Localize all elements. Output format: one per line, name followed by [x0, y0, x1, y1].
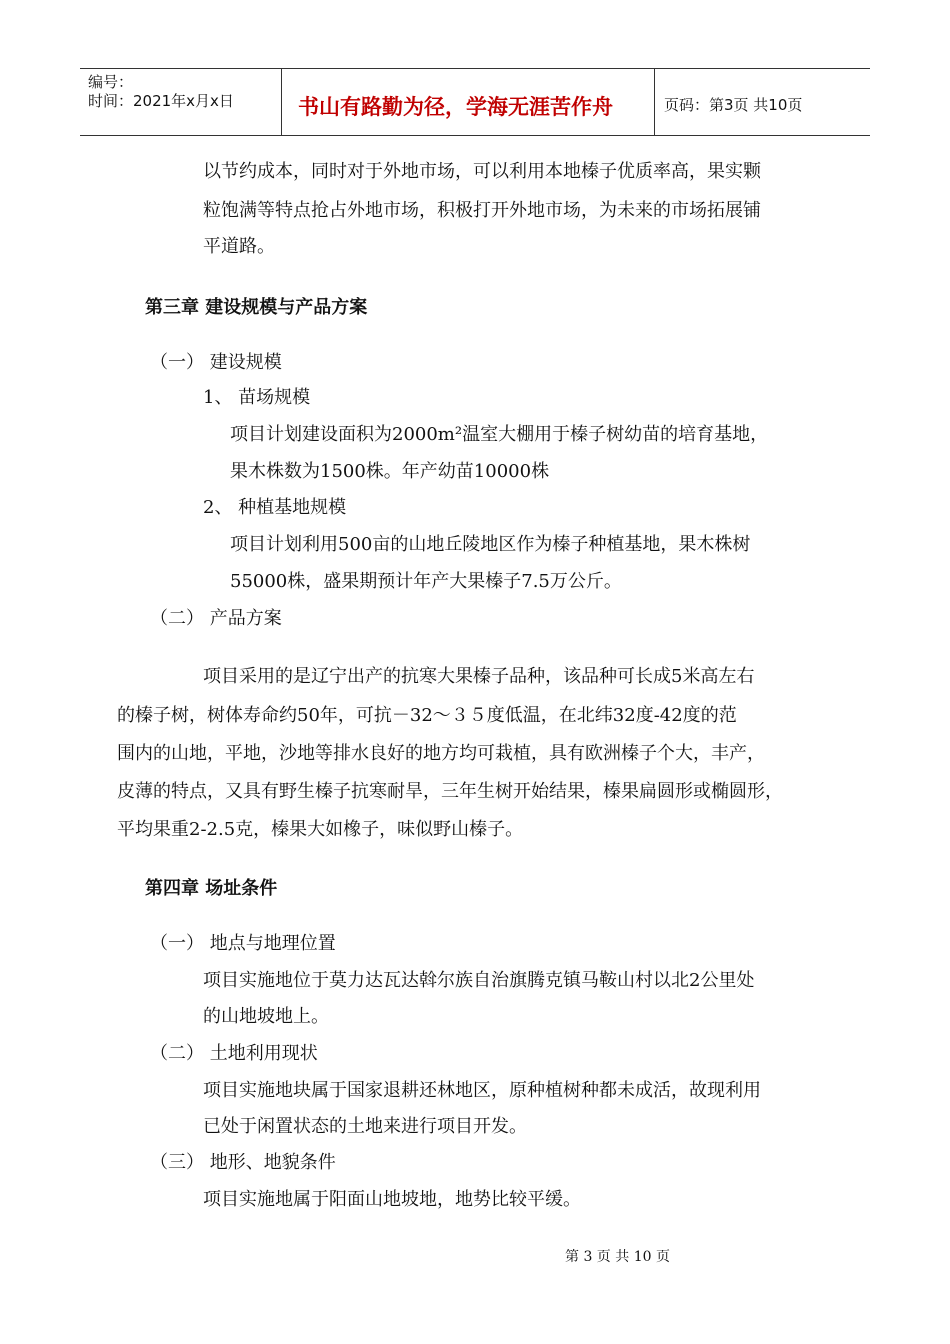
header-divider-left [281, 68, 282, 136]
ch4-section3-line-1: 项目实施地属于阳面山地坡地，地势比较平缓。 [203, 1189, 581, 1210]
ch4-section1-title: （一） 地点与地理位置 [150, 933, 336, 954]
header-top-border [80, 68, 870, 69]
chapter3-title: 第三章 建设规模与产品方案 [145, 297, 368, 318]
ch3-section2-title: （二） 产品方案 [150, 608, 282, 629]
intro-line-2: 粒饱满等特点抢占外地市场，积极打开外地市场，为未来的市场拓展铺 [203, 200, 761, 221]
product-line-4: 皮薄的特点，又具有野生榛子抗寒耐旱，三年生树开始结果，榛果扁圆形或椭圆形， [117, 781, 783, 802]
header-motto: 书山有路勤为径，学海无涯苦作舟 [298, 95, 613, 119]
header-page-code: 页码：第3页 共10页 [664, 96, 803, 114]
header-divider-right [654, 68, 655, 136]
ch4-section2-title: （二） 土地利用现状 [150, 1043, 318, 1064]
ch3-section1-title: （一） 建设规模 [150, 352, 282, 373]
header-number-label: 编号： [88, 73, 134, 91]
product-line-5: 平均果重2-2.5克，榛果大如橡子，味似野山榛子。 [117, 819, 524, 840]
ch4-section2-line-2: 已处于闲置状态的土地来进行项目开发。 [203, 1116, 527, 1137]
product-line-2: 的榛子树，树体寿命约50年，可抗－32～３５度低温，在北纬32度-42度的范 [117, 705, 737, 726]
intro-line-1: 以节约成本，同时对于外地市场，可以利用本地榛子优质率高，果实颗 [203, 161, 761, 182]
ch4-section1-line-1: 项目实施地位于莫力达瓦达斡尔族自治旗腾克镇马鞍山村以北2公里处 [203, 970, 755, 991]
footer-page-number: 第 3 页 共 10 页 [565, 1249, 670, 1265]
ch3-item2-title: 2、 种植基地规模 [203, 497, 347, 518]
ch4-section1-line-2: 的山地坡地上。 [203, 1006, 329, 1027]
ch3-item2-line-2: 55000株，盛果期预计年产大果榛子7.5万公斤。 [230, 571, 622, 592]
header-time-label: 时间：2021年x月x日 [88, 92, 234, 110]
ch3-item2-line-1: 项目计划利用500亩的山地丘陵地区作为榛子种植基地，果木株树 [230, 534, 751, 555]
ch3-item1-title: 1、 苗场规模 [203, 387, 311, 408]
ch4-section3-title: （三） 地形、地貌条件 [150, 1152, 336, 1173]
header-bottom-border [80, 135, 870, 136]
chapter4-title: 第四章 场址条件 [145, 878, 278, 899]
intro-line-3: 平道路。 [203, 236, 275, 257]
product-line-1: 项目采用的是辽宁出产的抗寒大果榛子品种，该品种可长成5米高左右 [203, 666, 755, 687]
ch3-item1-line-2: 果木株数为1500株。年产幼苗10000株 [230, 461, 550, 482]
ch4-section2-line-1: 项目实施地块属于国家退耕还林地区，原种植树种都未成活，故现利用 [203, 1080, 761, 1101]
ch3-item1-line-1: 项目计划建设面积为2000m²温室大棚用于榛子树幼苗的培育基地， [230, 424, 769, 445]
product-line-3: 围内的山地，平地，沙地等排水良好的地方均可栽植，具有欧洲榛子个大，丰产， [117, 743, 765, 764]
